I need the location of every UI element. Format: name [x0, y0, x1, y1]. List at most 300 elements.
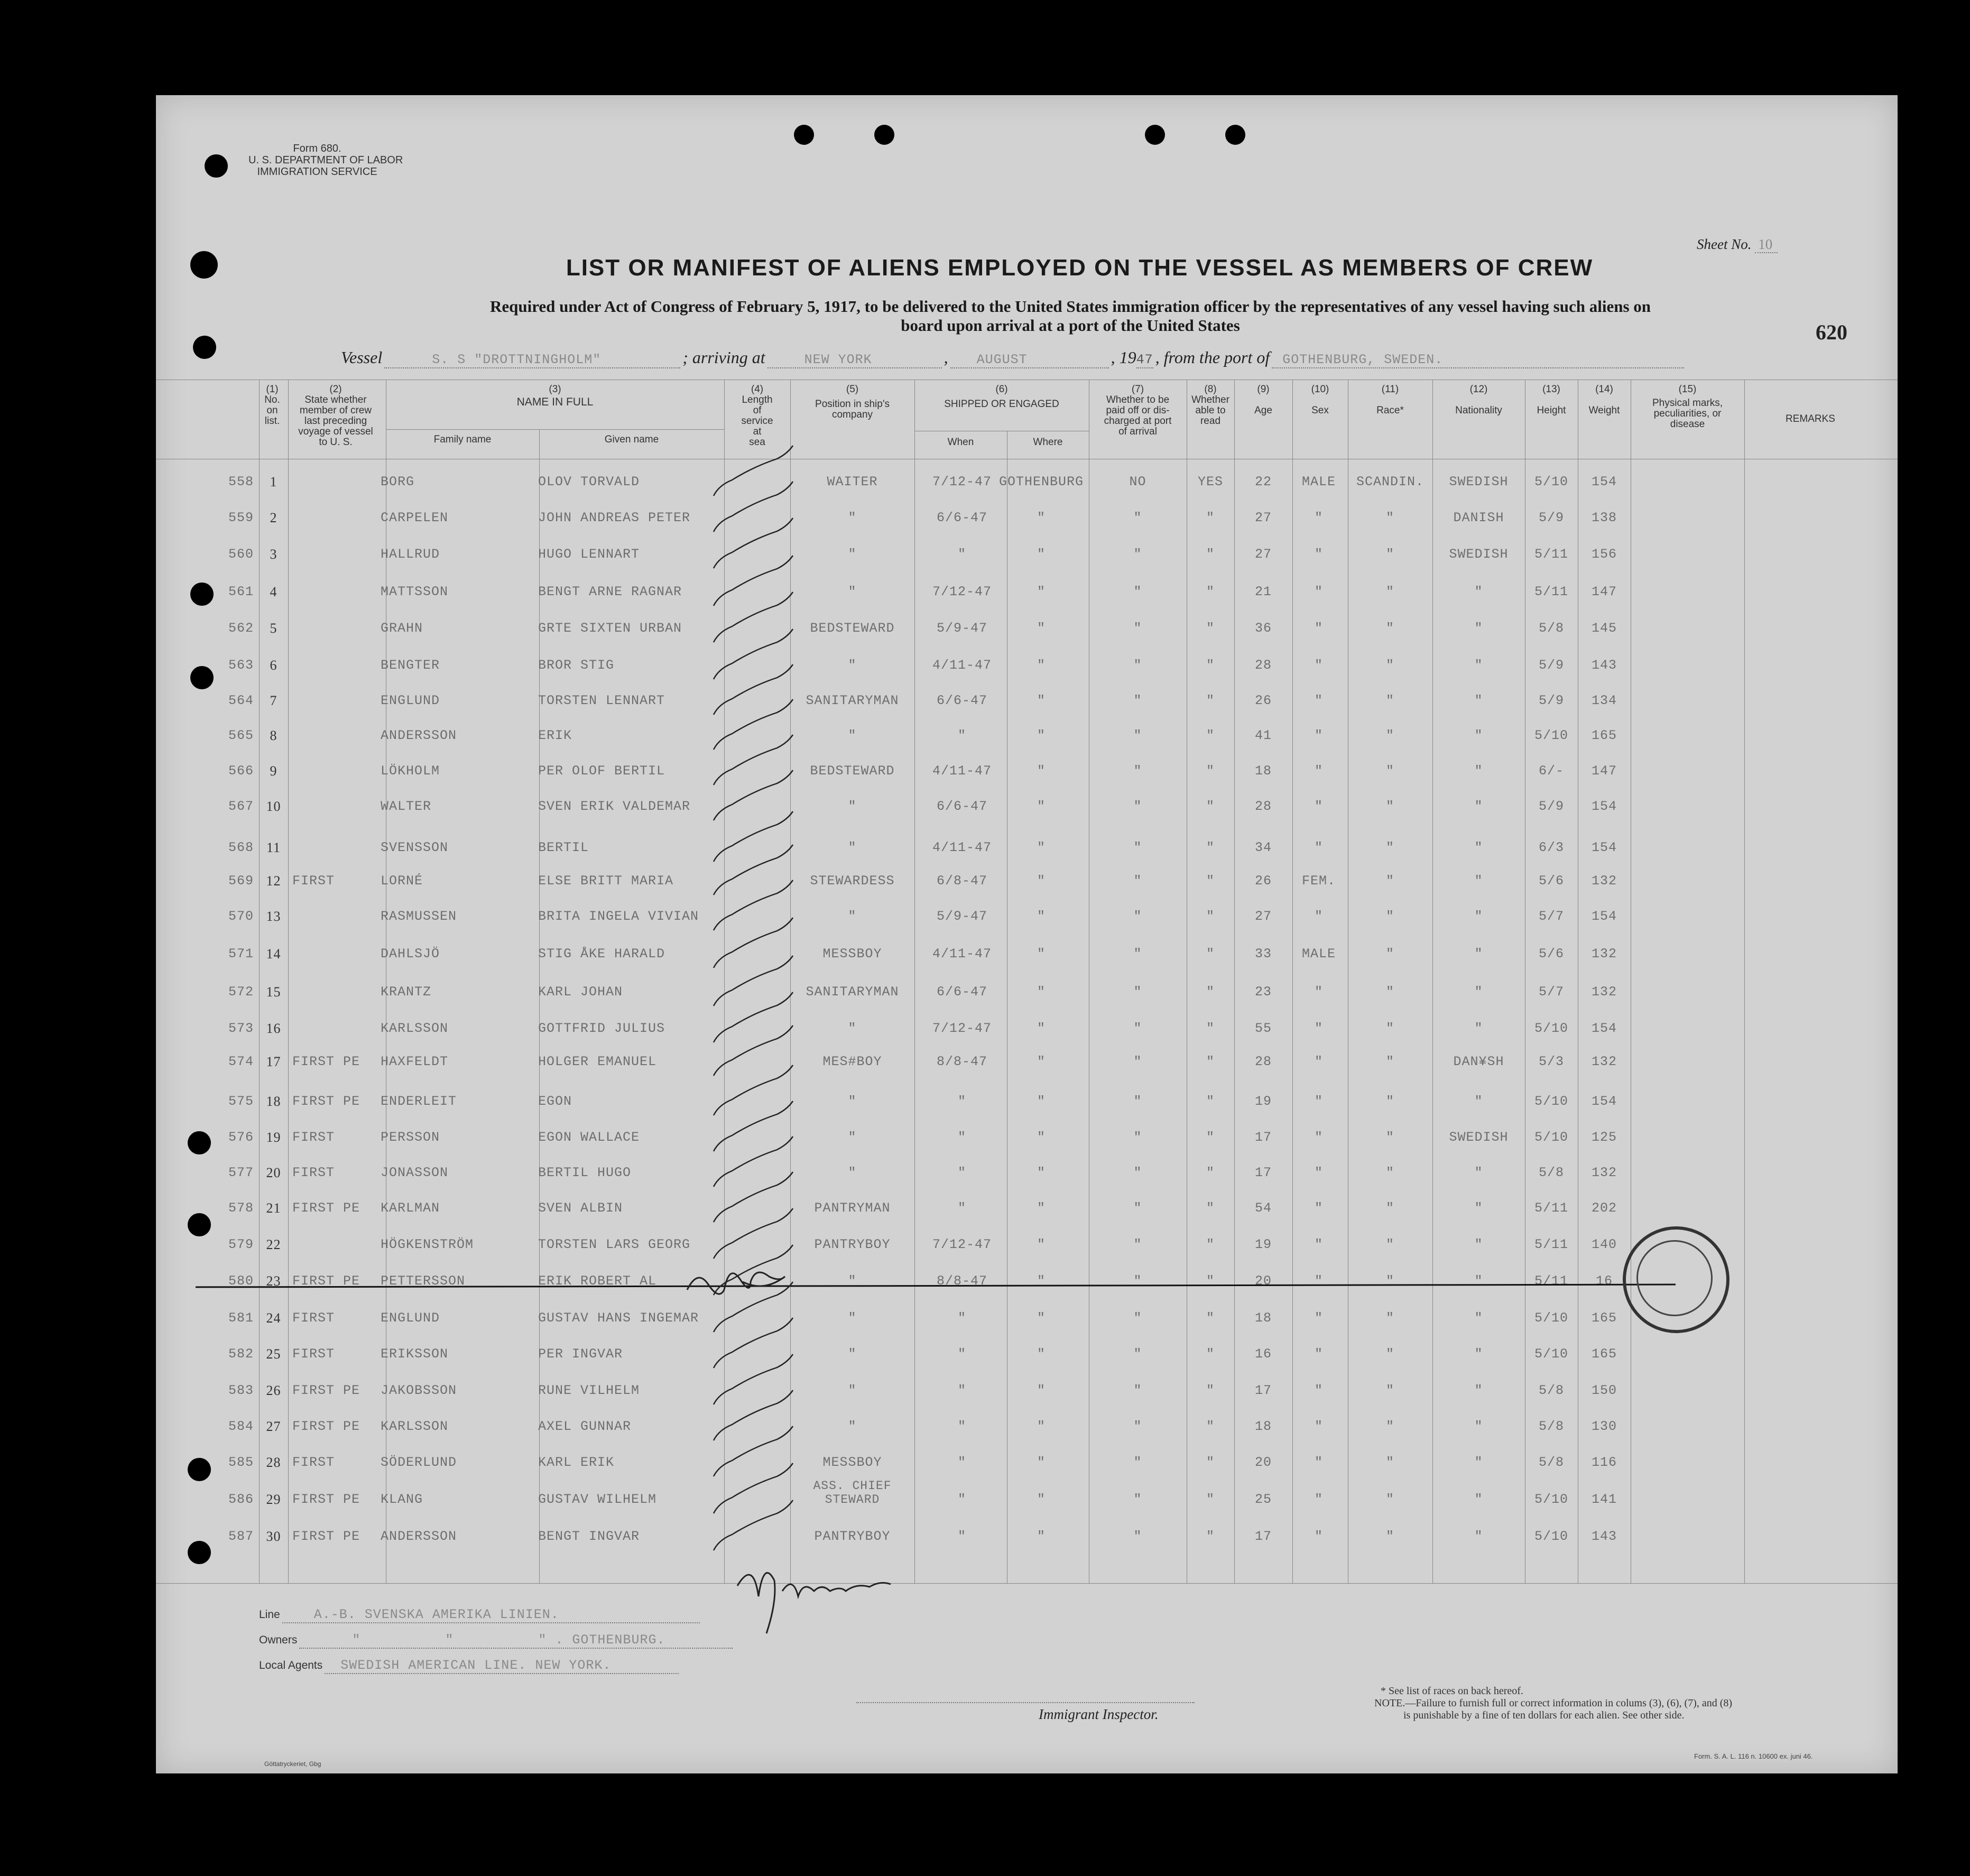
- age-cell: 27: [1254, 909, 1272, 924]
- paid-off-cell: ": [1133, 1094, 1142, 1109]
- age-cell: 23: [1254, 984, 1272, 1000]
- header-col-3: (3) NAME IN FULL: [386, 384, 724, 408]
- paid-off-cell: ": [1133, 984, 1142, 1000]
- shipped-engaged-title: SHIPPED OR ENGAGED: [944, 399, 1059, 410]
- race-cell: ": [1385, 1200, 1394, 1216]
- sex-cell: ": [1314, 621, 1323, 636]
- position-cell: MES#BOY: [822, 1054, 882, 1069]
- note-2: is punishable by a fine of ten dollars for each alien. See other side.: [1403, 1709, 1685, 1721]
- handwritten-check: [714, 1390, 793, 1440]
- list-number-cell: 2: [270, 510, 278, 525]
- shipped-where-cell: ": [1037, 1130, 1046, 1145]
- paid-off-cell: ": [1133, 763, 1142, 779]
- position-cell: PANTRYBOY: [814, 1237, 891, 1252]
- family-name-cell: PERSSON: [381, 1130, 440, 1145]
- race-cell: ": [1385, 1054, 1394, 1069]
- race-cell: ": [1385, 909, 1394, 924]
- given-name-cell: EGON WALLACE: [538, 1130, 640, 1145]
- header-col-13: (13) Height: [1537, 384, 1566, 416]
- age-cell: 18: [1254, 1310, 1272, 1326]
- form-code: Form. S. A. L. 116 n. 10600 ex. juni 46.: [1694, 1752, 1813, 1760]
- handwritten-check: [714, 1208, 793, 1259]
- given-name-cell: GOTTFRID JULIUS: [538, 1021, 665, 1036]
- age-cell: 33: [1254, 946, 1272, 962]
- race-cell: ": [1385, 873, 1394, 889]
- family-name-cell: KLANG: [381, 1492, 423, 1507]
- age-cell: 26: [1254, 693, 1272, 708]
- height-cell: 5/11: [1534, 1273, 1568, 1289]
- handwritten-check: [714, 1065, 793, 1115]
- year-prefix: , 19: [1111, 348, 1136, 367]
- shipped-when-cell: 4/11-47: [932, 763, 992, 779]
- sex-cell: ": [1314, 1054, 1323, 1069]
- height-cell: 6/-: [1538, 763, 1564, 779]
- position-cell: BEDSTEWARD: [810, 621, 895, 636]
- nationality-cell: ": [1474, 1094, 1483, 1109]
- height-cell: 5/11: [1534, 547, 1568, 562]
- able-to-read-cell: ": [1206, 510, 1215, 525]
- shipped-when-cell: ": [957, 728, 966, 743]
- handwritten-check: [714, 556, 793, 606]
- list-number-cell: 21: [266, 1200, 281, 1216]
- paid-off-cell: ": [1133, 1419, 1142, 1434]
- sex-cell: ": [1314, 693, 1323, 708]
- able-to-read-cell: ": [1206, 909, 1215, 924]
- nationality-cell: ": [1474, 1419, 1483, 1434]
- sex-cell: ": [1314, 547, 1323, 562]
- handwritten-check: [714, 735, 793, 785]
- weight-cell: 147: [1591, 584, 1617, 599]
- sheet-value: 10: [1755, 236, 1778, 253]
- header-family-name: Family name: [433, 434, 492, 445]
- paid-off-cell: ": [1133, 873, 1142, 889]
- weight-cell: 165: [1591, 1310, 1617, 1326]
- sex-cell: ": [1314, 1130, 1323, 1145]
- page-title: LIST OR MANIFEST OF ALIENS EMPLOYED ON THE VESSEL AS MEMBERS OF CREW: [566, 255, 1594, 281]
- nationality-cell: ": [1474, 909, 1483, 924]
- owners-label: Owners: [259, 1634, 298, 1646]
- paid-off-cell: ": [1133, 728, 1142, 743]
- position-cell: ": [848, 1419, 857, 1434]
- vessel-name: S. S "DROTTNINGHOLM": [384, 352, 680, 368]
- family-name-cell: RASMUSSEN: [381, 909, 457, 924]
- shipped-when-cell: 4/11-47: [932, 840, 992, 855]
- reference-number-cell: 579: [228, 1237, 254, 1252]
- shipped-when-cell: 7/12-47: [932, 474, 992, 489]
- weight-cell: 154: [1591, 1021, 1617, 1036]
- header-when: When: [947, 437, 974, 448]
- reference-number-cell: 564: [228, 693, 254, 708]
- handwritten-check: [714, 956, 793, 1006]
- family-name-cell: LÖKHOLM: [381, 763, 440, 779]
- shipped-where-cell: ": [1037, 547, 1046, 562]
- family-name-cell: HÖGKENSTRÖM: [381, 1237, 474, 1252]
- header-col-10: (10) Sex: [1311, 384, 1329, 416]
- able-to-read-cell: ": [1206, 1200, 1215, 1216]
- given-name-cell: ERIK ROBERT AL: [538, 1273, 657, 1289]
- able-to-read-cell: ": [1206, 946, 1215, 962]
- list-number-cell: 26: [266, 1383, 281, 1398]
- nationality-cell: ": [1474, 1455, 1483, 1470]
- age-cell: 19: [1254, 1237, 1272, 1252]
- family-name-cell: LORNÉ: [381, 873, 423, 889]
- family-name-cell: ERIKSSON: [381, 1346, 449, 1362]
- able-to-read-cell: ": [1206, 658, 1215, 673]
- list-number-cell: 11: [266, 840, 281, 855]
- weight-cell: 132: [1591, 873, 1617, 889]
- weight-cell: 132: [1591, 1165, 1617, 1180]
- nationality-cell: ": [1474, 621, 1483, 636]
- race-cell: ": [1385, 584, 1394, 599]
- height-cell: 5/8: [1538, 1419, 1564, 1434]
- weight-cell: 165: [1591, 728, 1617, 743]
- reference-number-cell: 581: [228, 1310, 254, 1326]
- shipped-where-cell: ": [1037, 840, 1046, 855]
- sex-cell: ": [1314, 658, 1323, 673]
- reference-number-cell: 587: [228, 1529, 254, 1544]
- reference-number-cell: 560: [228, 547, 254, 562]
- sex-cell: ": [1314, 1383, 1323, 1398]
- footer-owners: [259, 1632, 733, 1649]
- shipped-where-cell: ": [1037, 1529, 1046, 1544]
- paid-off-cell: ": [1133, 1054, 1142, 1069]
- position-cell: STEWARDESS: [810, 873, 895, 889]
- given-name-cell: BENGT INGVAR: [538, 1529, 640, 1544]
- shipped-where-cell: ": [1037, 584, 1046, 599]
- inspector-signature: [737, 1573, 891, 1633]
- shipped-when-cell: 7/12-47: [932, 1021, 992, 1036]
- given-name-cell: OLOV TORVALD: [538, 474, 640, 489]
- shipped-where-cell: ": [1037, 763, 1046, 779]
- paid-off-cell: ": [1133, 621, 1142, 636]
- position-cell: ": [848, 584, 857, 599]
- header-given-name: Given name: [604, 434, 659, 445]
- race-cell: ": [1385, 1346, 1394, 1362]
- sex-cell: ": [1314, 1310, 1323, 1326]
- shipped-when-cell: ": [957, 1346, 966, 1362]
- able-to-read-cell: ": [1206, 728, 1215, 743]
- race-cell: ": [1385, 1094, 1394, 1109]
- header-remarks: REMARKS: [1786, 413, 1835, 424]
- family-name-cell: SVENSSON: [381, 840, 449, 855]
- list-number-cell: 25: [266, 1346, 281, 1362]
- position-cell: ": [848, 1094, 857, 1109]
- height-cell: 5/11: [1534, 1237, 1568, 1252]
- able-to-read-cell: ": [1206, 1383, 1215, 1398]
- weight-cell: 145: [1591, 621, 1617, 636]
- nationality-cell: ": [1474, 1200, 1483, 1216]
- race-cell: ": [1385, 1237, 1394, 1252]
- paid-off-cell: ": [1133, 1310, 1142, 1326]
- able-to-read-cell: ": [1206, 584, 1215, 599]
- family-name-cell: HALLRUD: [381, 547, 440, 562]
- shipped-where-cell: ": [1037, 693, 1046, 708]
- able-to-read-cell: ": [1206, 1130, 1215, 1145]
- sex-cell: ": [1314, 1492, 1323, 1507]
- previous-voyage-cell: FIRST: [292, 1346, 335, 1362]
- weight-cell: 141: [1591, 1492, 1617, 1507]
- race-cell: ": [1385, 1130, 1394, 1145]
- header-col-12: (12) Nationality: [1455, 384, 1502, 416]
- shipped-where-cell: ": [1037, 1200, 1046, 1216]
- handwritten-check: [714, 1172, 793, 1222]
- header-col-14: (14) Weight: [1588, 384, 1620, 416]
- nationality-cell: ": [1474, 1383, 1483, 1398]
- weight-cell: 138: [1591, 510, 1617, 525]
- position-cell: ": [848, 1165, 857, 1180]
- nationality-cell: ": [1474, 693, 1483, 708]
- age-cell: 17: [1254, 1383, 1272, 1398]
- header-col-7: (7) Whether to be paid off or dis- charged at port of arrival: [1104, 384, 1172, 437]
- family-name-cell: ANDERSSON: [381, 728, 457, 743]
- paid-off-cell: ": [1133, 547, 1142, 562]
- position-cell: SANITARYMAN: [806, 693, 899, 708]
- arriving-port: NEW YORK: [767, 352, 942, 368]
- family-name-cell: WALTER: [381, 799, 432, 814]
- handwritten-check: [714, 699, 793, 750]
- nationality-cell: ": [1474, 763, 1483, 779]
- weight-cell: 154: [1591, 909, 1617, 924]
- handwritten-check: [714, 1463, 793, 1513]
- able-to-read-cell: ": [1206, 1165, 1215, 1180]
- list-number-cell: 12: [266, 873, 281, 889]
- able-to-read-cell: ": [1206, 1346, 1215, 1362]
- handwritten-check: [714, 1282, 793, 1332]
- given-name-cell: BERTIL: [538, 840, 589, 855]
- family-name-cell: SÖDERLUND: [381, 1455, 457, 1470]
- position-cell: PANTRYBOY: [814, 1529, 891, 1544]
- inspector-label: Immigrant Inspector.: [1039, 1706, 1159, 1722]
- weight-cell: 132: [1591, 984, 1617, 1000]
- able-to-read-cell: ": [1206, 1310, 1215, 1326]
- weight-cell: 154: [1591, 799, 1617, 814]
- shipped-when-cell: 6/6-47: [936, 510, 987, 525]
- reference-number-cell: 575: [228, 1094, 254, 1109]
- given-name-cell: GUSTAV WILHELM: [538, 1492, 657, 1507]
- shipped-where-cell: ": [1037, 1165, 1046, 1180]
- paid-off-cell: ": [1133, 1383, 1142, 1398]
- shipped-when-cell: 6/6-47: [936, 693, 987, 708]
- paid-off-cell: ": [1133, 1021, 1142, 1036]
- sheet-label: Sheet No.: [1697, 236, 1752, 252]
- age-cell: 28: [1254, 658, 1272, 673]
- printer-mark: Göttatryckeriet, Gbg: [264, 1760, 321, 1768]
- header-col-8: (8) Whether able to read: [1191, 384, 1229, 427]
- shipped-where-cell: ": [1037, 1273, 1046, 1289]
- weight-cell: 156: [1591, 547, 1617, 562]
- shipped-where-cell: ": [1037, 1021, 1046, 1036]
- form-service: IMMIGRATION SERVICE: [257, 166, 377, 178]
- shipped-when-cell: ": [957, 1419, 966, 1434]
- weight-cell: 134: [1591, 693, 1617, 708]
- height-cell: 5/8: [1538, 1455, 1564, 1470]
- shipped-when-cell: ": [957, 1165, 966, 1180]
- header-col-15: (15) Physical marks, peculiarities, or disease: [1652, 384, 1723, 430]
- shipped-when-cell: ": [957, 1130, 966, 1145]
- form-department: U. S. DEPARTMENT OF LABOR: [248, 154, 403, 166]
- sex-cell: ": [1314, 909, 1323, 924]
- race-cell: ": [1385, 1310, 1394, 1326]
- given-name-cell: SVEN ERIK VALDEMAR: [538, 799, 691, 814]
- shipped-where-cell: ": [1037, 1346, 1046, 1362]
- sex-cell: ": [1314, 1021, 1323, 1036]
- race-cell: ": [1385, 1455, 1394, 1470]
- height-cell: 5/7: [1538, 909, 1564, 924]
- height-cell: 5/9: [1538, 799, 1564, 814]
- shipped-when-cell: 8/8-47: [936, 1273, 987, 1289]
- sex-cell: MALE: [1301, 946, 1336, 962]
- paid-off-cell: ": [1133, 909, 1142, 924]
- shipped-where-cell: ": [1037, 728, 1046, 743]
- list-number-cell: 3: [270, 547, 278, 562]
- nationality-cell: DAN¥SH: [1453, 1054, 1504, 1069]
- reference-number-cell: 563: [228, 658, 254, 673]
- given-name-cell: TORSTEN LENNART: [538, 693, 665, 708]
- height-cell: 5/9: [1538, 510, 1564, 525]
- shipped-when-cell: 7/12-47: [932, 584, 992, 599]
- paid-off-cell: ": [1133, 1200, 1142, 1216]
- family-name-cell: BORG: [381, 474, 415, 489]
- header-col-2: (2) State whether member of crew last preceding voyage of vessel to U. S.: [298, 384, 373, 448]
- shipped-where-cell: ": [1037, 909, 1046, 924]
- nationality-cell: ": [1474, 1165, 1483, 1180]
- handwritten-check: [714, 811, 793, 862]
- previous-voyage-cell: FIRST PE: [292, 1529, 360, 1544]
- weight-cell: 132: [1591, 946, 1617, 962]
- agents-label: Local Agents: [259, 1659, 323, 1671]
- initials-scribble: [687, 1272, 785, 1294]
- able-to-read-cell: ": [1206, 1492, 1215, 1507]
- family-name-cell: PETTERSSON: [381, 1273, 466, 1289]
- age-cell: 20: [1254, 1455, 1272, 1470]
- list-number-cell: 24: [266, 1310, 281, 1326]
- handwritten-check: [714, 770, 793, 820]
- handwritten-check: [714, 1318, 793, 1368]
- nationality-cell: ": [1474, 658, 1483, 673]
- shipped-when-cell: ": [957, 1529, 966, 1544]
- reference-number-cell: 584: [228, 1419, 254, 1434]
- able-to-read-cell: ": [1206, 763, 1215, 779]
- race-cell: ": [1385, 621, 1394, 636]
- age-cell: 22: [1254, 474, 1272, 489]
- handwritten-check: [714, 1245, 793, 1295]
- sex-cell: MALE: [1301, 474, 1336, 489]
- race-cell: ": [1385, 1492, 1394, 1507]
- shipped-when-cell: ": [957, 1310, 966, 1326]
- age-cell: 16: [1254, 1346, 1272, 1362]
- age-cell: 26: [1254, 873, 1272, 889]
- weight-cell: 143: [1591, 1529, 1617, 1544]
- position-cell: ": [848, 1346, 857, 1362]
- handwritten-check: [714, 1500, 793, 1550]
- able-to-read-cell: ": [1206, 1529, 1215, 1544]
- agents-value: SWEDISH AMERICAN LINE. NEW YORK.: [325, 1658, 679, 1674]
- given-name-cell: SVEN ALBIN: [538, 1200, 623, 1216]
- position-cell: ": [848, 510, 857, 525]
- position-cell: ": [848, 909, 857, 924]
- family-name-cell: KRANTZ: [381, 984, 432, 1000]
- sex-cell: ": [1314, 1200, 1323, 1216]
- position-cell: WAITER: [827, 474, 878, 489]
- shipped-where-cell: ": [1037, 799, 1046, 814]
- nationality-cell: ": [1474, 799, 1483, 814]
- shipped-where-cell: ": [1037, 510, 1046, 525]
- reference-number-cell: 570: [228, 909, 254, 924]
- height-cell: 6/3: [1538, 840, 1564, 855]
- handwritten-check: [714, 482, 793, 532]
- reference-number-cell: 574: [228, 1054, 254, 1069]
- shipped-where-cell: ": [1037, 658, 1046, 673]
- inspector-line: [856, 1702, 1195, 1703]
- arrival-year: 47: [1136, 352, 1153, 367]
- list-number-cell: 7: [270, 693, 278, 708]
- paid-off-cell: ": [1133, 1346, 1142, 1362]
- given-name-cell: BRITA INGELA VIVIAN: [538, 909, 699, 924]
- footer-agents: [259, 1658, 679, 1674]
- list-number-cell: 16: [266, 1021, 281, 1036]
- paid-off-cell: ": [1133, 840, 1142, 855]
- nationality-cell: ": [1474, 984, 1483, 1000]
- nationality-cell: ": [1474, 584, 1483, 599]
- given-name-cell: BROR STIG: [538, 658, 615, 673]
- note-1: NOTE.—Failure to furnish full or correct information in colums (3), (6), (7), and (8): [1374, 1697, 1733, 1709]
- nationality-cell: ": [1474, 1310, 1483, 1326]
- position-cell: MESSBOY: [822, 1455, 882, 1470]
- header-col-5: (5) Position in ship's company: [815, 384, 890, 420]
- reference-number-cell: 576: [228, 1130, 254, 1145]
- list-number-cell: 6: [270, 658, 278, 673]
- previous-voyage-cell: FIRST PE: [292, 1492, 360, 1507]
- shipped-where-cell: ": [1037, 621, 1046, 636]
- height-cell: 5/10: [1534, 1130, 1568, 1145]
- list-number-cell: 5: [270, 621, 278, 636]
- given-name-cell: STIG ÅKE HARALD: [538, 946, 665, 962]
- position-cell: ": [848, 1383, 857, 1398]
- shipped-where-cell: ": [1037, 1054, 1046, 1069]
- sex-cell: ": [1314, 1273, 1323, 1289]
- shipped-when-cell: 4/11-47: [932, 946, 992, 962]
- previous-voyage-cell: FIRST: [292, 873, 335, 889]
- list-number-cell: 4: [270, 584, 278, 599]
- line-value: A.-B. SVENSKA AMERIKA LINIEN.: [282, 1607, 700, 1623]
- family-name-cell: HAXFELDT: [381, 1054, 449, 1069]
- reference-number-cell: 585: [228, 1455, 254, 1470]
- handwritten-check: [714, 518, 793, 568]
- height-cell: 5/11: [1534, 1200, 1568, 1216]
- position-cell: ": [848, 728, 857, 743]
- family-name-cell: JAKOBSSON: [381, 1383, 457, 1398]
- position-cell: ": [848, 547, 857, 562]
- family-name-cell: KARLMAN: [381, 1200, 440, 1216]
- header-where: Where: [1033, 437, 1063, 448]
- vessel-label: Vessel: [341, 348, 383, 367]
- able-to-read-cell: ": [1206, 1273, 1215, 1289]
- previous-voyage-cell: FIRST PE: [292, 1094, 360, 1109]
- footer-line: [259, 1607, 700, 1623]
- family-name-cell: JONASSON: [381, 1165, 449, 1180]
- list-number-cell: 23: [266, 1273, 281, 1289]
- race-cell: ": [1385, 984, 1394, 1000]
- height-cell: 5/10: [1534, 474, 1568, 489]
- shipped-when-cell: 6/6-47: [936, 984, 987, 1000]
- shipped-when-cell: 6/8-47: [936, 873, 987, 889]
- handwritten-check: [714, 446, 793, 496]
- shipped-where-cell: GOTHENBURG: [998, 474, 1084, 489]
- height-cell: 5/10: [1534, 728, 1568, 743]
- able-to-read-cell: ": [1206, 1237, 1215, 1252]
- shipped-when-cell: ": [957, 1455, 966, 1470]
- arriving-label: ; arriving at: [682, 348, 765, 367]
